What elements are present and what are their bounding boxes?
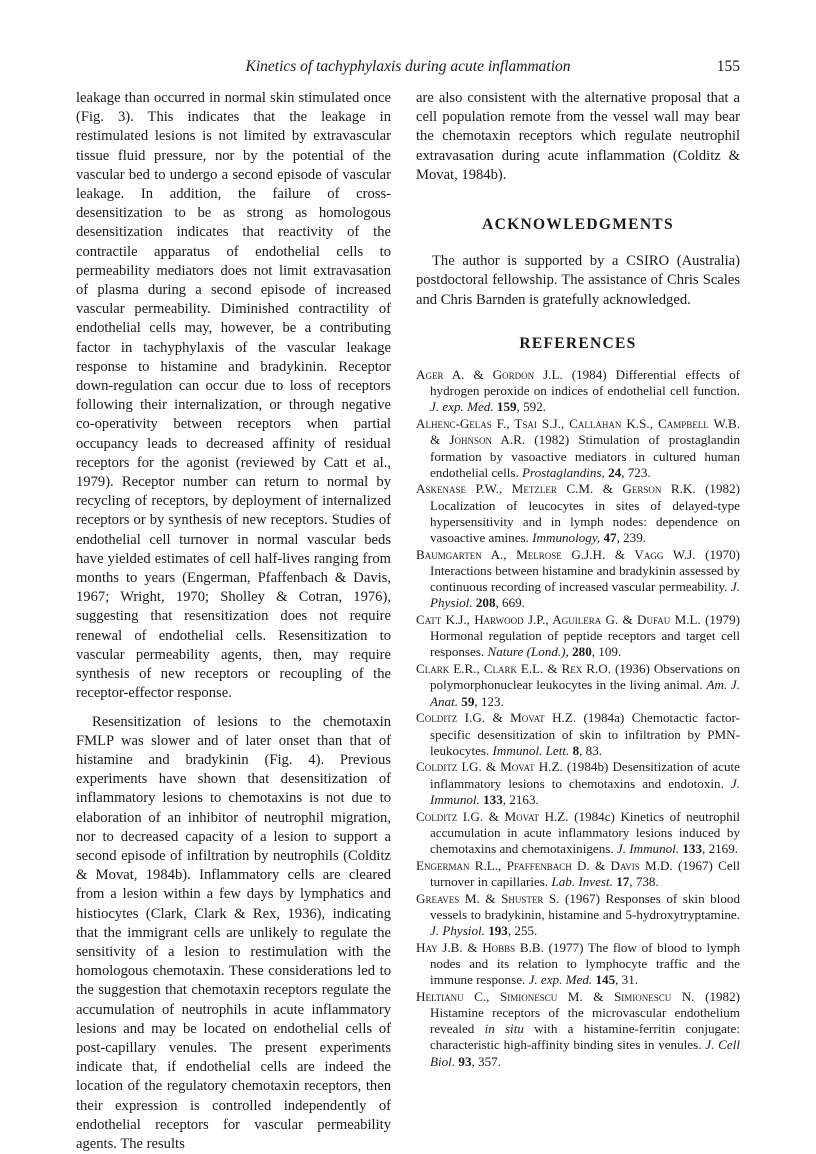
reference-authors: Engerman R.L., Pfaffenbach D. & Davis M.D. [416,858,673,873]
page-number: 155 [717,58,740,76]
reference-item [416,858,740,890]
reference-item [416,612,740,661]
reference-authors: Askenase P.W., Metzler C.M. & Gerson R.K. [416,481,696,496]
reference-text: with a histamine-ferritin conjugate: characteristic high-affinity binding sites in venules. [430,1021,740,1052]
reference-volume: 59 [461,694,474,709]
acknowledgments-text: The author is supported by a CSIRO (Australia) postdoctoral fellowship. The assistance of Chris Scales and Chris Barnden is gratefully acknowledged. [416,252,740,310]
reference-text: (1982) Localization of leucocytes in sites of delayed-type hypersensitivity and in lymph nodes: dependence on vasoactive amines. [430,481,740,545]
reference-text: (1982) Stimulation of prostaglandin formation by vasoactive mediators in cultured human endothelial cells. [430,432,740,479]
reference-volume: 93 [458,1054,471,1069]
reference-authors: Clark E.R., Clark E.L. & Rex R.O. [416,661,611,676]
body-paragraph: leakage than occurred in normal skin stimulated once (Fig. 3). This indicates that the leakage in restimulated lesions is not limited by extravascular tissue fluid pressure, nor by the potential of the vascular bed to undergo a second episode of vascular leakage. In addition, the failure of cross-desensitization to be as strong as homologous desensitization indicates that reactivity of the contractile apparatus of endothelial cells to permeability mediators does not limit extravasation of plasma during a second episode of increased vascular permeability. Diminished contractility of endothelial cells may, however, be a contributing factor in tachyphylaxis of the vascular leakage response to histamine and bradykinin. Receptor down-regulation can occur due to loss of receptors following their internalization, or through negative co-operativity between receptors when partial occupancy leads to decreased affinity of residual receptors for the agonist (reviewed by Catt et al., 1979). Receptor number can return to normal by recycling of receptors, by deployment of internalized receptors or by synthesis of new receptors. Studies of endothelial cell turnover in normal vascular beds have yielded estimates of cell half-lives ranging from months to years (Engerman, Pfaffenbach & Davis, 1967; Wright, 1970; Sholley & Cotran, 1976), suggesting that resensitization does not require renewal of endothelial cells. Resensitization to vascular permeability agents, then, may require synthesis of new receptors or recoupling of the receptor-effector response. [76,89,391,704]
reference-item [416,547,740,612]
reference-pages: , 738. [629,874,658,889]
page-header [76,58,740,82]
right-column [416,89,740,1070]
reference-item [416,661,740,710]
reference-pages: , 31. [615,972,638,987]
reference-pages: , 83. [579,743,602,758]
reference-authors: Greaves M. & Shuster S. [416,891,559,906]
body-paragraph: are also consistent with the alternative proposal that a cell population remote from the vessel wall may bear the chemotaxin receptors which regulate neutrophil extravasation during acute inflammation (Colditz & Movat, 1984b). [416,89,740,185]
reference-journal: Nature (Lond.), [487,644,568,659]
reference-text: (1984) Differential effects of hydrogen peroxide on indices of endothelial cell function. [430,367,740,398]
reference-text: (1982) Histamine receptors of the microvascular endothelium revealed [430,989,740,1036]
reference-text: (1979) Hormonal regulation of peptide receptors and target cell responses. [430,612,740,659]
reference-item [416,759,740,808]
reference-volume: 133 [483,792,503,807]
reference-pages: , 2169. [702,841,738,856]
reference-volume: 193 [488,923,508,938]
reference-journal: Lab. Invest. [551,874,612,889]
reference-volume: 159 [497,399,517,414]
reference-text: (1967) Cell turnover in capillaries. [430,858,740,889]
reference-pages: , 123. [474,694,503,709]
reference-pages: , 255. [508,923,537,938]
reference-item [416,481,740,546]
reference-journal: J. Physiol. [430,579,740,610]
reference-journal: J. Physiol. [430,923,485,938]
reference-journal: J. Cell Biol. [430,1037,740,1068]
reference-text-italic: in situ [485,1021,524,1036]
reference-volume: 208 [476,595,496,610]
left-column [76,89,391,1154]
reference-item [416,989,740,1070]
reference-authors: Alhenc-Gelas F., Tsai S.J., Callahan K.S., Campbell W.B. & Johnson A.R. [416,416,740,447]
reference-authors: Colditz I.G. & Movat H.Z. [416,710,576,725]
reference-volume: 24 [608,465,621,480]
reference-item [416,891,740,940]
running-title: Kinetics of tachyphylaxis during acute inflammation [76,58,740,76]
reference-pages: , 239. [617,530,646,545]
reference-journal: Prostaglandins, [522,465,605,480]
reference-volume: 47 [603,530,616,545]
reference-journal: Immunology, [532,530,600,545]
reference-text: (1970) Interactions between histamine and bradykinin assessed by continuous recording of increased vascular permeability. [430,547,740,594]
reference-pages: , 357. [471,1054,500,1069]
reference-journal: J. Immunol. [617,841,679,856]
reference-pages: , 592. [517,399,546,414]
reference-journal: J. exp. Med. [529,972,593,987]
reference-text: (1936) Observations on polymorphonuclear leukocytes in the living animal. [430,661,740,692]
reference-item [416,809,740,858]
reference-item [416,940,740,989]
acknowledgments-heading: ACKNOWLEDGMENTS [416,215,740,234]
reference-item [416,367,740,416]
reference-authors: Catt K.J., Harwood J.P., Aguilera G. & Dufau M.L. [416,612,701,627]
reference-pages: , 669. [495,595,524,610]
reference-journal: Immunol. Lett. [493,743,570,758]
reference-text: (1984b) Desensitization of acute inflammatory lesions to chemotaxins and endotoxin. [430,759,740,790]
reference-authors: Baumgarten A., Melrose G.J.H. & Vagg W.J. [416,547,696,562]
reference-list [416,367,740,1070]
reference-volume: 280 [572,644,592,659]
reference-volume: 17 [616,874,629,889]
reference-authors: Colditz I.G. & Movat H.Z. [416,759,563,774]
reference-text: (1977) The flow of blood to lymph nodes and its relation to lymphocyte traffic and the immune response. [430,940,740,987]
reference-authors: Hay J.B. & Hobbs B.B. [416,940,544,955]
reference-journal: J. exp. Med. [430,399,494,414]
reference-item [416,416,740,481]
reference-volume: 8 [573,743,580,758]
reference-pages: , 723. [621,465,650,480]
reference-pages: , 109. [592,644,621,659]
reference-text: (1984c) Kinetics of neutrophil accumulation in acute inflammatory lesions induced by chemotaxins and chemotaxinigens. [430,809,740,856]
reference-pages: , 2163. [503,792,539,807]
reference-text: (1967) Responses of skin blood vessels to bradykinin, histamine and 5-hydroxytryptamine. [430,891,740,922]
reference-text: (1984a) Chemotactic factor-specific desensitization of skin to infiltration by PMN-leukocytes. [430,710,740,757]
body-paragraph: Resensitization of lesions to the chemotaxin FMLP was slower and of later onset than that of histamine and bradykinin (Fig. 4). Previous experiments have shown that desensitization of inflammatory lesions to chemotaxins is not due to elaboration of an inhibitor of neutrophil migration, nor to decreased capacity of a lesion to support a second episode of infiltration by neutrophils (Colditz & Movat, 1984b). Inflammatory cells are cleared from a lesion within a few days by lymphatics and histiocytes (Clark, Clark & Rex, 1936), indicating that the immigrant cells are unlikely to regulate the sensitivity of a lesion to restimulation with the homologous chemotaxin. These considerations led to the suggestion that chemotaxin receptors regulate the accumulation of neutrophils in acute inflammatory lesions and may be located on endothelial cells of post-capillary venules. The present experiments indicate that, if endothelial cells are indeed the location of the regulatory chemotaxin receptors, then their expression is controlled independently of endothelial receptors for vascular permeability agents. The results [76,713,391,1154]
reference-volume: 133 [682,841,702,856]
reference-volume: 145 [595,972,615,987]
reference-authors: Ager A. & Gordon J.L. [416,367,563,382]
reference-journal: J. Immunol. [430,776,740,807]
reference-authors: Heltianu C., Simionescu M. & Simionescu N. [416,989,695,1004]
reference-authors: Colditz I.G. & Movat H.Z. [416,809,569,824]
references-heading: REFERENCES [416,334,740,353]
reference-item [416,710,740,759]
reference-journal: Am. J. Anat. [430,677,740,708]
